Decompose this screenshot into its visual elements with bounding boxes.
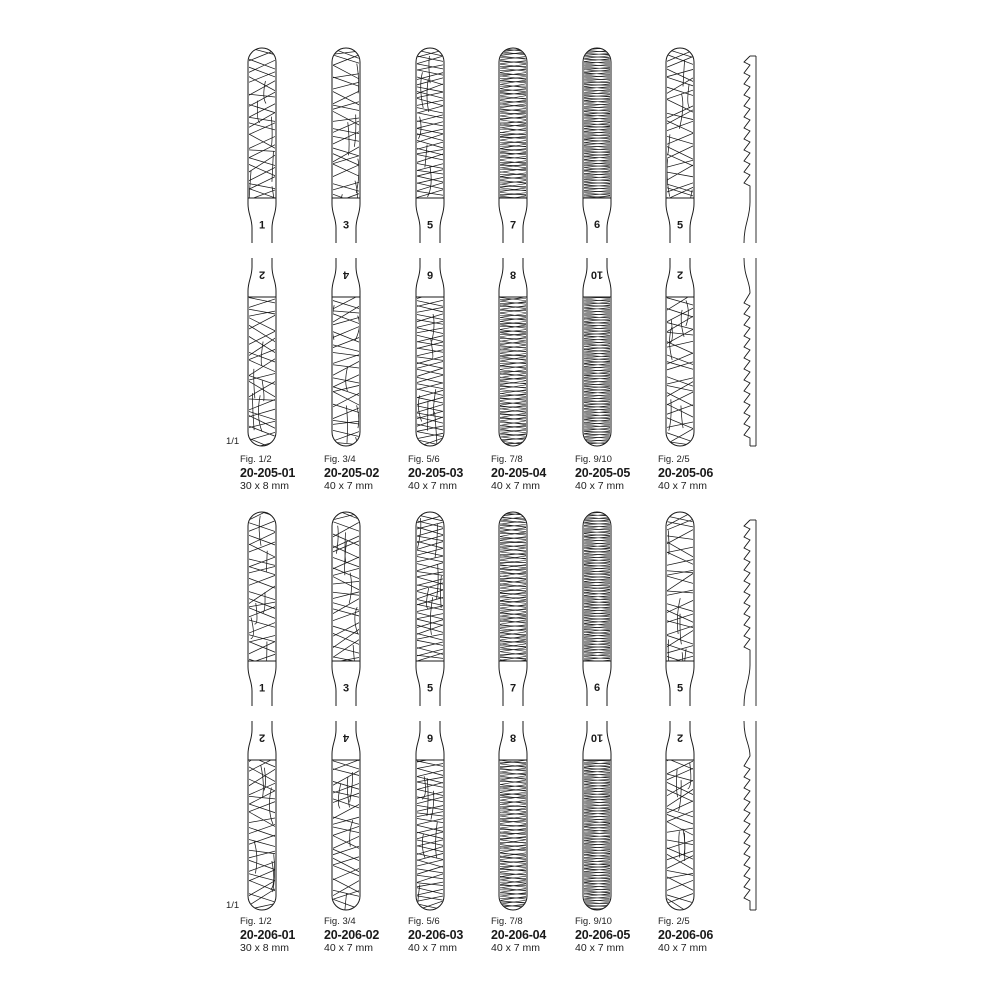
rasp-20-205-02 bbox=[331, 31, 361, 465]
bottom-number-label: 6 bbox=[427, 732, 433, 744]
figure-label: Fig. 2/5 bbox=[658, 917, 768, 928]
figure-label: Fig. 2/5 bbox=[658, 455, 768, 466]
bottom-number-label: 4 bbox=[342, 732, 349, 744]
figure-label: Fig. 3/4 bbox=[324, 455, 434, 466]
bottom-number-label: 2 bbox=[677, 269, 683, 281]
rasp-20-205-03 bbox=[415, 36, 445, 460]
product-code: 20-206-02 bbox=[324, 928, 434, 942]
figure-label: Fig. 7/8 bbox=[491, 455, 601, 466]
top-number-label: 1 bbox=[259, 220, 265, 232]
scale-label: 1/1 bbox=[226, 436, 239, 447]
dimensions-label: 40 x 7 mm bbox=[491, 480, 601, 492]
rasp-20-205-05 bbox=[582, 36, 612, 459]
bottom-number-label: 6 bbox=[427, 269, 433, 281]
rasp-20-206-04 bbox=[498, 500, 528, 925]
top-number-label: 7 bbox=[510, 220, 516, 232]
bottom-number-label: 4 bbox=[342, 269, 349, 281]
product-code: 20-205-02 bbox=[324, 466, 434, 480]
product-code: 20-206-03 bbox=[408, 928, 518, 942]
bottom-number-label: 2 bbox=[259, 269, 265, 281]
rasp-20-205-06 bbox=[665, 32, 695, 462]
product-code: 20-206-05 bbox=[575, 928, 685, 942]
top-number-label: 5 bbox=[677, 220, 683, 232]
rasp-outline bbox=[499, 48, 527, 446]
rasp-20-206-05 bbox=[582, 500, 612, 925]
side-profile bbox=[744, 520, 756, 910]
bottom-number-label: 8 bbox=[510, 269, 516, 281]
rasp-20-205-01 bbox=[247, 33, 277, 467]
bottom-number-label: 8 bbox=[510, 732, 516, 744]
dimensions-label: 40 x 7 mm bbox=[658, 480, 768, 492]
product-code: 20-205-03 bbox=[408, 466, 518, 480]
figure-label: Fig. 9/10 bbox=[575, 455, 685, 466]
product-caption bbox=[658, 455, 768, 492]
top-number-label: 1 bbox=[259, 683, 265, 695]
dimensions-label: 40 x 7 mm bbox=[324, 942, 434, 954]
figure-label: Fig. 1/2 bbox=[240, 917, 350, 928]
product-code: 20-206-01 bbox=[240, 928, 350, 942]
product-caption bbox=[658, 917, 768, 954]
dimensions-label: 30 x 8 mm bbox=[240, 942, 350, 954]
dimensions-label: 40 x 7 mm bbox=[408, 480, 518, 492]
top-number-label: 5 bbox=[677, 683, 683, 695]
scale-label: 1/1 bbox=[226, 900, 239, 911]
bottom-number-label: 10 bbox=[591, 732, 603, 744]
dimensions-label: 40 x 7 mm bbox=[408, 942, 518, 954]
product-code: 20-205-01 bbox=[240, 466, 350, 480]
rasp-20-206-01 bbox=[247, 498, 277, 930]
dimensions-label: 40 x 7 mm bbox=[575, 942, 685, 954]
bottom-number-label: 2 bbox=[677, 732, 683, 744]
product-code: 20-206-06 bbox=[658, 928, 768, 942]
rasp-outline bbox=[248, 48, 276, 446]
bottom-number-label: 2 bbox=[259, 732, 265, 744]
dimensions-label: 40 x 7 mm bbox=[491, 942, 601, 954]
dimensions-label: 40 x 7 mm bbox=[658, 942, 768, 954]
product-code: 20-206-04 bbox=[491, 928, 601, 942]
rasp-20-206-03 bbox=[415, 500, 445, 922]
figure-label: Fig. 1/2 bbox=[240, 455, 350, 466]
rasp-20-206-06 bbox=[665, 501, 695, 925]
top-number-label: 7 bbox=[510, 683, 516, 695]
figure-label: Fig. 5/6 bbox=[408, 455, 518, 466]
product-code: 20-205-06 bbox=[658, 466, 768, 480]
dimensions-label: 40 x 7 mm bbox=[575, 480, 685, 492]
top-number-label: 9 bbox=[594, 681, 600, 693]
product-code: 20-205-04 bbox=[491, 466, 601, 480]
figure-label: Fig. 7/8 bbox=[491, 917, 601, 928]
figure-label: Fig. 3/4 bbox=[324, 917, 434, 928]
dimensions-label: 30 x 8 mm bbox=[240, 480, 350, 492]
top-number-label: 3 bbox=[343, 683, 349, 695]
product-code: 20-205-05 bbox=[575, 466, 685, 480]
rasp-20-205-04 bbox=[498, 36, 528, 461]
figure-label: Fig. 5/6 bbox=[408, 917, 518, 928]
top-number-label: 5 bbox=[427, 220, 433, 232]
top-number-label: 5 bbox=[427, 683, 433, 695]
side-profile bbox=[744, 56, 756, 446]
bottom-number-label: 10 bbox=[591, 269, 603, 281]
top-number-label: 9 bbox=[594, 218, 600, 230]
top-number-label: 3 bbox=[343, 220, 349, 232]
dimensions-label: 40 x 7 mm bbox=[324, 480, 434, 492]
rasp-20-206-02 bbox=[331, 496, 361, 936]
figure-label: Fig. 9/10 bbox=[575, 917, 685, 928]
